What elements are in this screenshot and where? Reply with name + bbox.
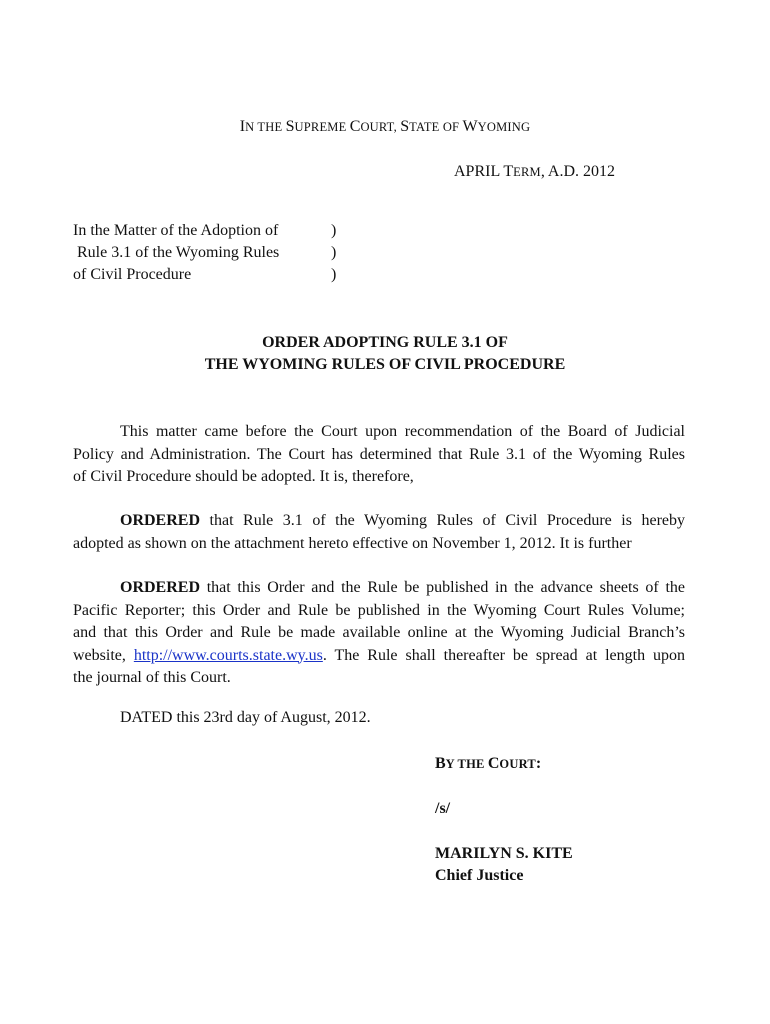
paragraph-line: This matter came before the Court upon recommendation of the Board of Judicial	[120, 423, 685, 440]
paragraph-text: that this Order and the Rule be published in the advance sheets of the	[200, 579, 685, 596]
caption-paren: )	[331, 222, 337, 239]
paragraph-line: Policy and Administration. The Court has determined that Rule 3.1 of the Wyoming Rules	[73, 445, 685, 463]
by-court-part: OURT	[499, 757, 536, 771]
caption-line: of Civil Procedure	[73, 266, 192, 283]
paragraph-text: website,	[73, 646, 134, 664]
term-part: ERM	[513, 165, 541, 179]
by-court-part: C	[487, 755, 500, 772]
court-header-part: YOMING	[477, 120, 531, 134]
paragraph-line	[73, 645, 685, 668]
paragraph-line	[73, 510, 685, 533]
ordered-label: ORDERED	[120, 512, 201, 529]
courts-website-link[interactable]: http://www.courts.state.wy.us	[133, 646, 323, 664]
paragraph-text: . The Rule shall thereafter be spread at length upon	[322, 646, 686, 664]
ordered-label: ORDERED	[120, 579, 201, 596]
court-header-part: I	[239, 118, 246, 135]
paragraph-line: Pacific Reporter; this Order and Rule be published in the Wyoming Court Rules Volume;	[73, 601, 685, 619]
term-part: APRIL	[454, 163, 504, 180]
order-title	[0, 332, 770, 376]
order-title-line: THE WYOMING RULES OF CIVIL PROCEDURE	[204, 356, 566, 373]
court-header-part: S	[285, 118, 295, 135]
court-header-part: OURT,	[360, 120, 401, 134]
by-court-part: B	[435, 755, 446, 772]
caption-line: In the Matter of the Adoption of	[73, 222, 279, 239]
term-part: , A.D. 2012	[540, 163, 616, 180]
signature-mark: /s/	[435, 800, 451, 817]
by-court-part: Y THE	[445, 757, 488, 771]
court-header-part: S	[400, 118, 410, 135]
court-header-part: N THE	[245, 120, 286, 134]
paragraph-line	[73, 577, 685, 600]
court-header-part: C	[349, 118, 361, 135]
paragraph-line: and that this Order and Rule be made available online at the Wyoming Judicial Branch’s	[73, 624, 685, 641]
paragraph-text: that Rule 3.1 of the Wyoming Rules of Civil Procedure is hereby	[200, 512, 685, 529]
court-header-part: UPREME	[294, 120, 350, 134]
term-part: T	[503, 163, 514, 180]
term-line	[454, 163, 615, 181]
judge-name: MARILYN S. KITE	[435, 845, 573, 862]
order-title-line: ORDER ADOPTING RULE 3.1 OF	[262, 334, 508, 351]
court-header-part: TATE OF	[409, 120, 463, 134]
paragraph-line: adopted as shown on the attachment hereto effective on November 1, 2012. It is further	[73, 534, 632, 552]
paragraph-order-2	[73, 577, 685, 690]
paragraph-line: of Civil Procedure should be adopted. It is, therefore,	[73, 468, 414, 485]
caption-paren: )	[331, 266, 337, 283]
by-court-part: :	[535, 755, 542, 772]
caption-line: Rule 3.1 of the Wyoming Rules	[73, 244, 280, 261]
dated-line: DATED this 23rd day of August, 2012.	[120, 709, 371, 726]
paragraph-recitals	[73, 421, 685, 489]
court-header	[0, 118, 770, 136]
caption-paren: )	[331, 244, 337, 261]
court-header-part: W	[462, 118, 478, 135]
paragraph-line: the journal of this Court.	[73, 669, 231, 686]
judge-title: Chief Justice	[435, 867, 524, 884]
paragraph-order-1	[73, 510, 685, 555]
by-the-court	[435, 755, 541, 773]
